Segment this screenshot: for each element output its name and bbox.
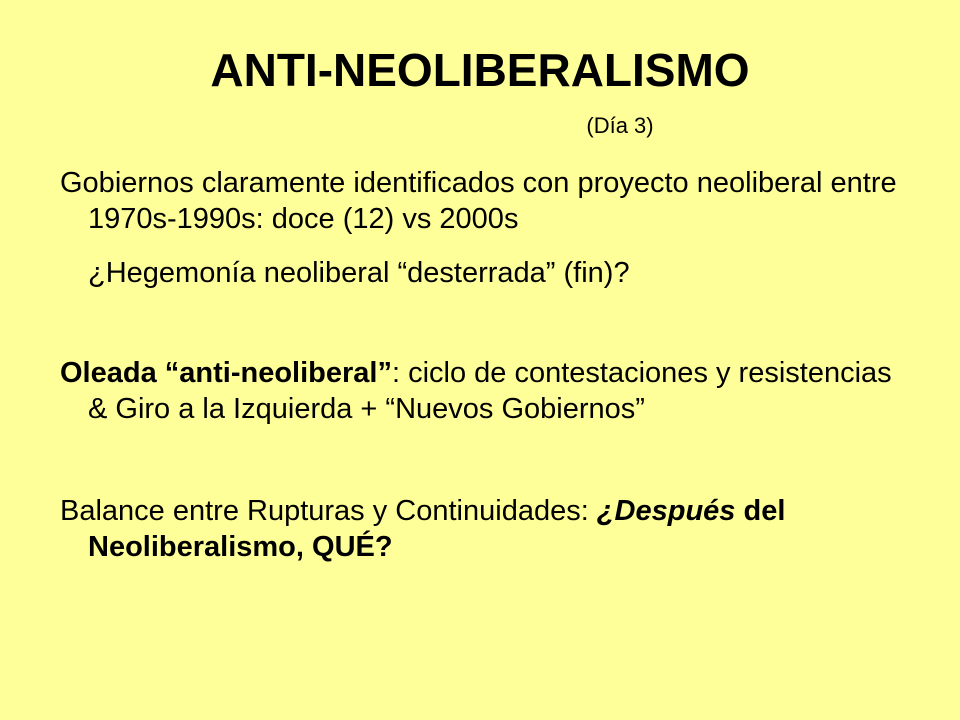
slide-subtitle: [0, 112, 960, 140]
paragraph-anti-neoliberal-wave: [60, 355, 900, 427]
paragraph-hegemony-question: ¿Hegemonía neoliberal “desterrada” (fin)?: [88, 257, 630, 289]
balance-question-start: ¿Después: [596, 495, 736, 527]
paragraph-balance: [60, 493, 900, 565]
anti-neoliberal-wave-label: Oleada “anti-neoliberal”: [60, 357, 392, 389]
paragraph-governments: Gobiernos claramente identificados con proyecto neoliberal entre 1970s-1990s: doce (12) vs 2000s: [60, 167, 897, 235]
balance-question-end: del Neoliberalismo, QUÉ?: [88, 495, 786, 563]
slide-body: [60, 165, 900, 565]
subtitle-text: (Día 3): [586, 113, 654, 138]
anti-neoliberal-wave-text: : ciclo de contestaciones y resistencias & Giro a la Izquierda + “Nuevos Gobiernos”: [88, 357, 892, 425]
slide-title: ANTI-NEOLIBERALISMO: [210, 44, 750, 96]
balance-text: Balance entre Rupturas y Continuidades:: [60, 495, 597, 527]
